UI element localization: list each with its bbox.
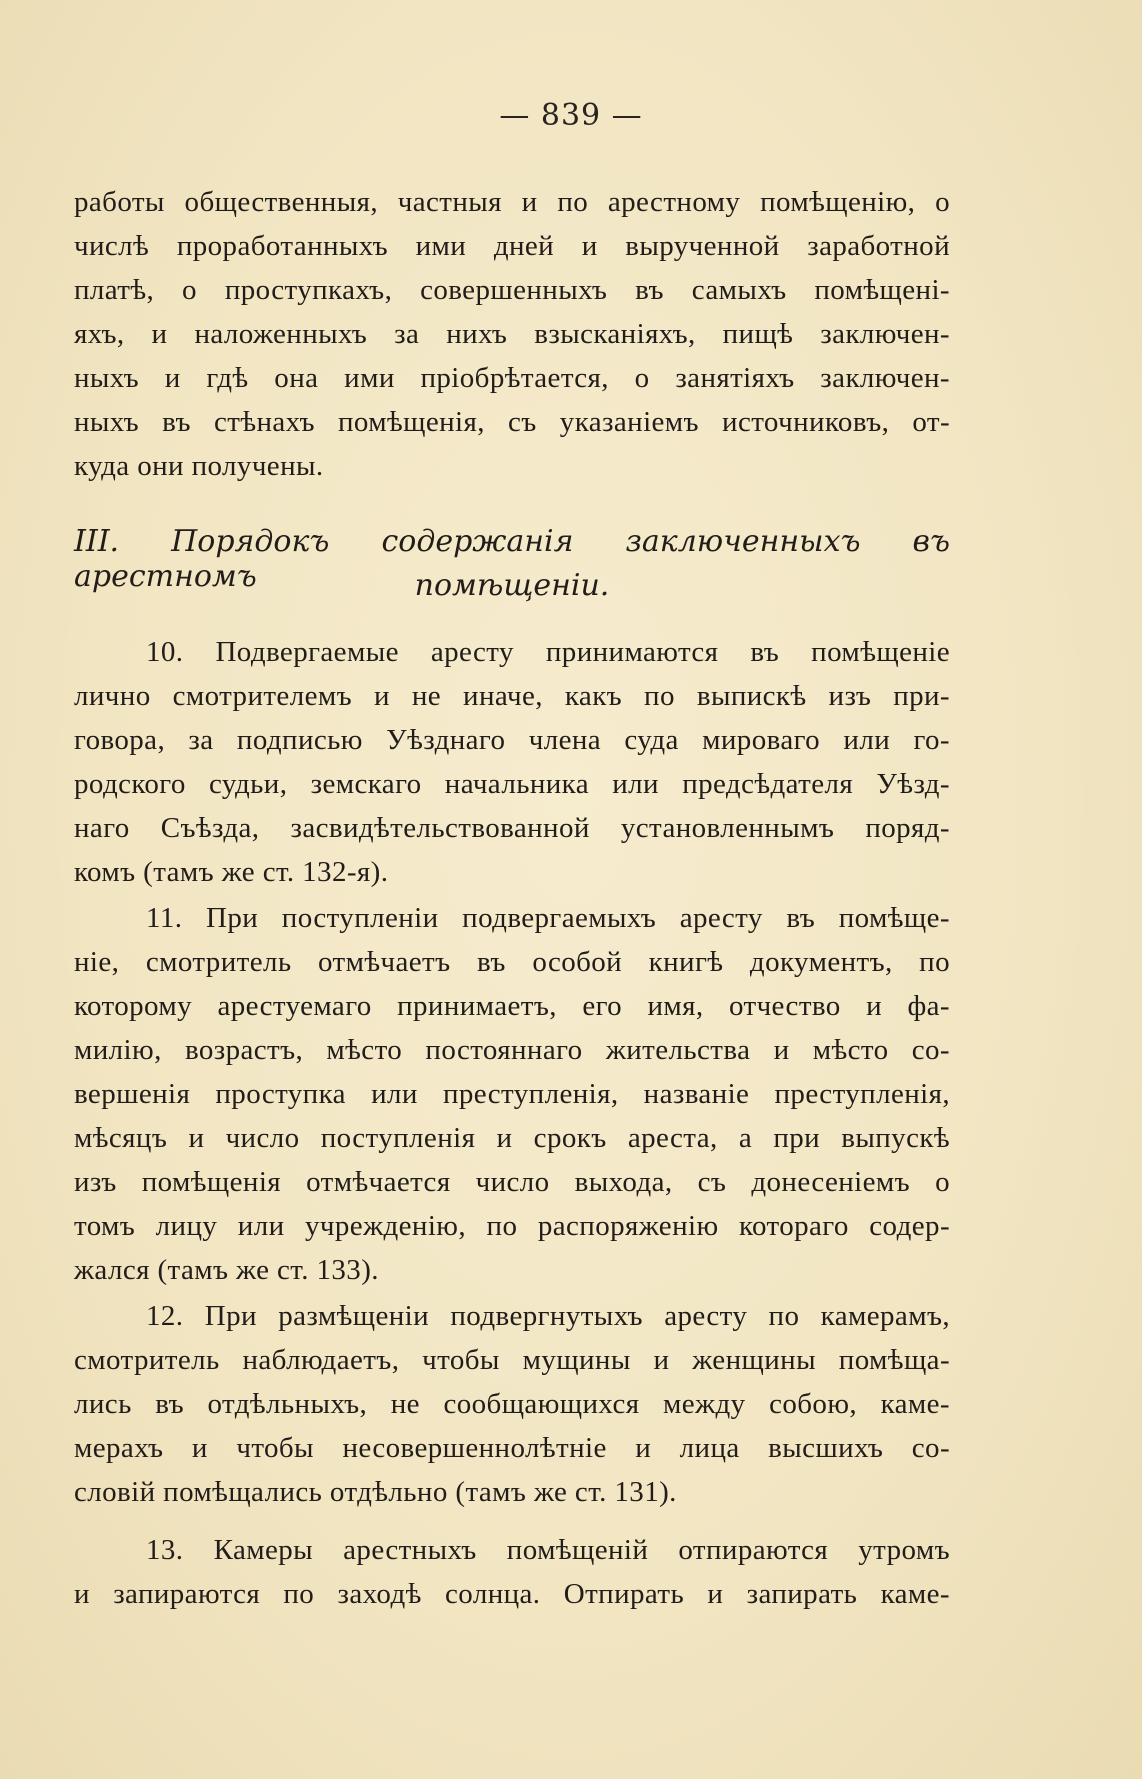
text-line: и запираются по заходѣ солнца. Отпирать и запирать каме- xyxy=(74,1578,950,1610)
text-line: изъ помѣщенія отмѣчается число выхода, съ донесеніемъ о xyxy=(74,1166,950,1198)
text-line: наго Съѣзда, засвидѣтельствованной установленнымъ поряд- xyxy=(74,812,950,844)
text-line: 12. При размѣщеніи подвергнутыхъ аресту по камерамъ, xyxy=(146,1300,950,1332)
text-line: жался (тамъ же ст. 133). xyxy=(74,1254,379,1286)
text-line: лись въ отдѣльныхъ, не сообщающихся между собою, каме- xyxy=(74,1388,950,1420)
text-line: яхъ, и наложенныхъ за нихъ взысканіяхъ, пищѣ заключен- xyxy=(74,318,950,350)
text-line: ніе, смотритель отмѣчаетъ въ особой книгѣ документъ, по xyxy=(74,946,950,978)
text-line: словій помѣщались отдѣльно (тамъ же ст. 131). xyxy=(74,1476,677,1508)
text-line: томъ лицу или учрежденію, по распоряженію котораго содер- xyxy=(74,1210,950,1242)
text-line: платѣ, о проступкахъ, совершенныхъ въ самыхъ помѣщені- xyxy=(74,274,950,306)
text-line: ныхъ въ стѣнахъ помѣщенія, съ указаніемъ источниковъ, от- xyxy=(74,406,950,438)
text-line: говора, за подписью Уѣзднаго члена суда мироваго или го- xyxy=(74,724,950,756)
text-line: куда они получены. xyxy=(74,450,324,482)
text-line: комъ (тамъ же ст. 132-я). xyxy=(74,856,389,888)
text-line: числѣ проработанныхъ ими дней и вырученной заработной xyxy=(74,230,950,262)
section-heading-line: помѣщеніи. xyxy=(414,568,610,603)
text-line: смотритель наблюдаетъ, чтобы мущины и женщины помѣща- xyxy=(74,1344,950,1376)
text-line: работы общественныя, частныя и по арестному помѣщенію, о xyxy=(74,186,950,218)
text-line: 11. При поступленіи подвергаемыхъ аресту въ помѣще- xyxy=(146,902,950,934)
text-line: 10. Подвергаемые аресту принимаются въ помѣщеніе xyxy=(146,636,950,668)
text-line: лично смотрителемъ и не иначе, какъ по выпискѣ изъ при- xyxy=(74,680,950,712)
text-line: мерахъ и чтобы несовершеннолѣтніе и лица высшихъ со- xyxy=(74,1432,950,1464)
text-line: ныхъ и гдѣ она ими пріобрѣтается, о занятіяхъ заключен- xyxy=(74,362,950,394)
text-line: вершенія проступка или преступленія, названіе преступленія, xyxy=(74,1078,950,1110)
text-line: милію, возрастъ, мѣсто постояннаго жительства и мѣсто со- xyxy=(74,1034,950,1066)
text-line: 13. Камеры арестныхъ помѣщеній отпираются утромъ xyxy=(146,1534,950,1566)
text-line: которому арестуемаго принимаетъ, его имя, отчество и фа- xyxy=(74,990,950,1022)
page-number: — 839 — xyxy=(499,98,643,133)
text-line: родского судьи, земскаго начальника или предсѣдателя Уѣзд- xyxy=(74,768,950,800)
section-heading-line: III. Порядокъ содержанія заключенныхъ въ арестномъ xyxy=(74,524,950,594)
text-line: мѣсяцъ и число поступленія и срокъ ареста, а при выпускѣ xyxy=(74,1122,950,1154)
